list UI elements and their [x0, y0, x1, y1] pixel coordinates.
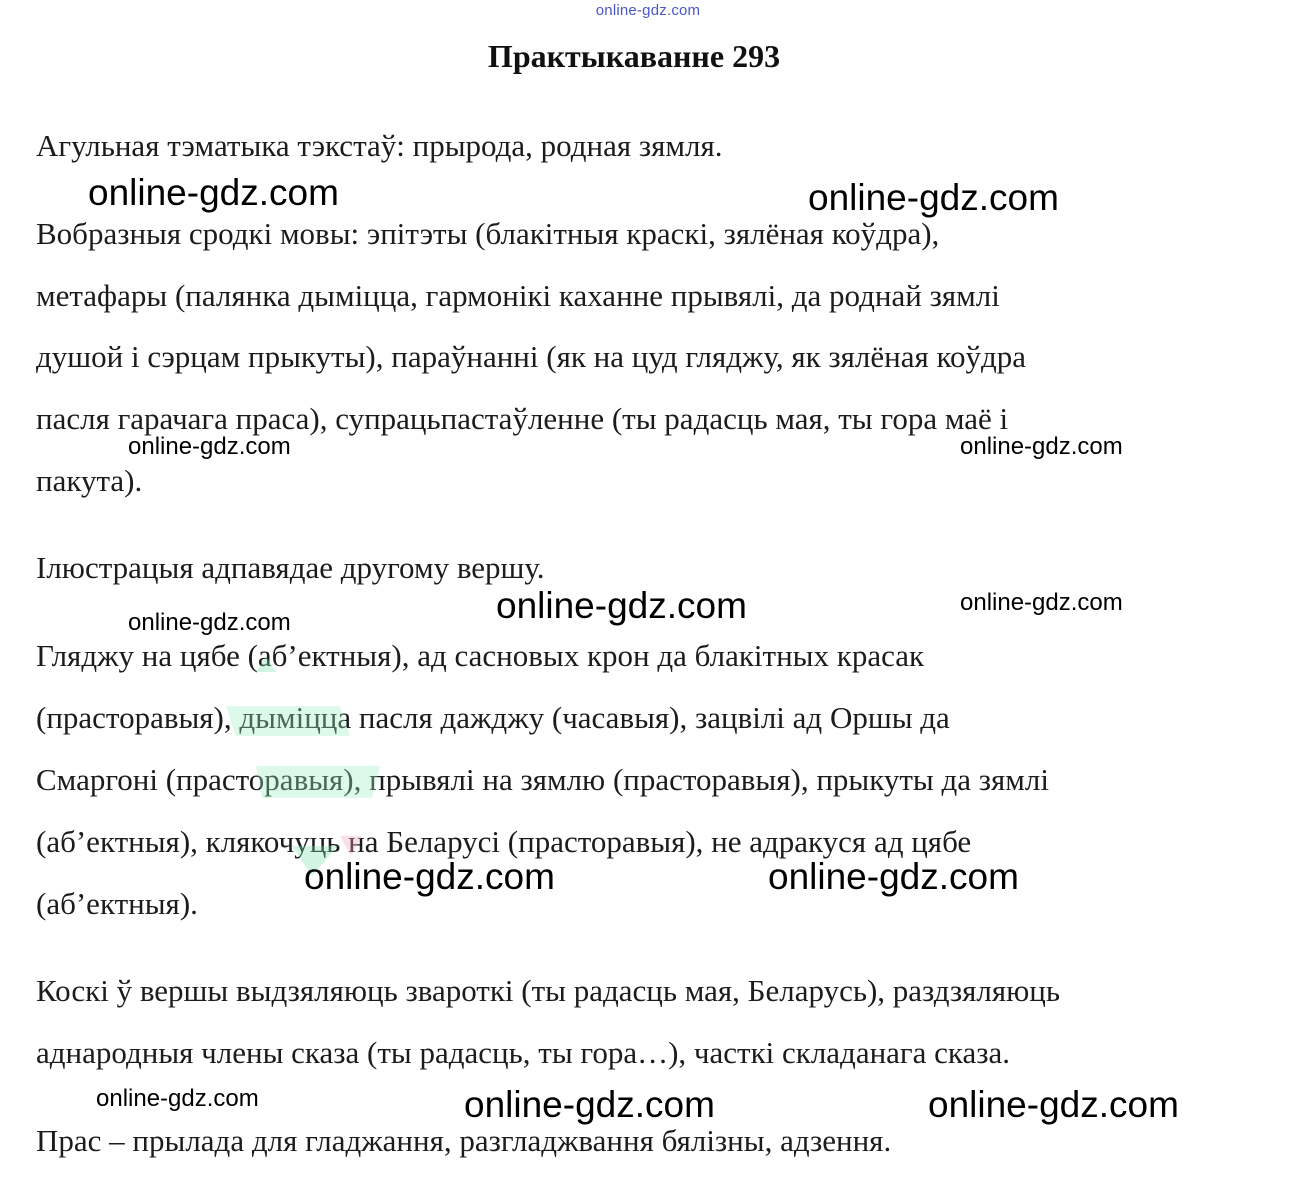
page-title: Практыкаванне 293 — [487, 38, 781, 74]
text-line: (прасторавыя), дыміцца пасля дажджу (часавыя), зацвілі ад Оршы да — [36, 700, 950, 735]
watermark: online-gdz.com — [128, 433, 291, 460]
watermark: online-gdz.com — [96, 1085, 259, 1112]
text-line: Коскі ў вершы выдзяляюць звароткі (ты радасць мая, Беларусь), раздзяляюць — [36, 973, 1060, 1008]
text-line: душой і сэрцам прыкуты), параўнанні (як на цуд гляджу, як зялёная коўдра — [36, 339, 1027, 374]
text-line: метафары (палянка дыміцца, гармонікі каханне прывялі, да роднай зямлі — [36, 278, 1000, 313]
text-line: (аб’ектныя), клякочуць на Беларусі (прасторавыя), не адракуся ад цябе — [36, 824, 972, 859]
watermark: online-gdz.com — [928, 1084, 1179, 1125]
text-line: аднародныя члены сказа (ты радасць, ты гора…), часткі складанага сказа. — [36, 1035, 1011, 1070]
text-line: Агульная тэматыка тэкстаў: прырода, родная зямля. — [36, 128, 723, 163]
text-line: Смаргоні (прасторавыя), прывялі на зямлю (прасторавыя), прыкуты да зямлі — [36, 762, 1049, 797]
text-line: Прас – прылада для гладжання, разгладжвання бялізны, адзення. — [36, 1123, 892, 1158]
text-line: пакута). — [36, 463, 143, 498]
text-line: Вобразныя сродкі мовы: эпітэты (блакітныя краскі, зялёная коўдра), — [36, 216, 940, 251]
site-watermark: online-gdz.com — [595, 2, 701, 19]
watermark: online-gdz.com — [304, 856, 555, 897]
watermark: online-gdz.com — [960, 433, 1123, 460]
watermark: online-gdz.com — [496, 585, 747, 626]
text-line: Ілюстрацыя адпавядае другому вершу. — [36, 550, 545, 585]
text-line: Гляджу на цябе (аб’ектныя), ад сасновых крон да блакітных красак — [36, 638, 925, 673]
watermark: online-gdz.com — [464, 1084, 715, 1125]
watermark: online-gdz.com — [88, 172, 339, 213]
text-line: пасля гарачага праса), супрацьпастаўленне (ты радасць мая, ты гора маё і — [36, 401, 1009, 436]
watermark: online-gdz.com — [960, 589, 1123, 616]
watermark: online-gdz.com — [808, 177, 1059, 218]
watermark: online-gdz.com — [768, 856, 1019, 897]
text-line: (аб’ектныя). — [36, 886, 198, 921]
watermark: online-gdz.com — [128, 609, 291, 636]
